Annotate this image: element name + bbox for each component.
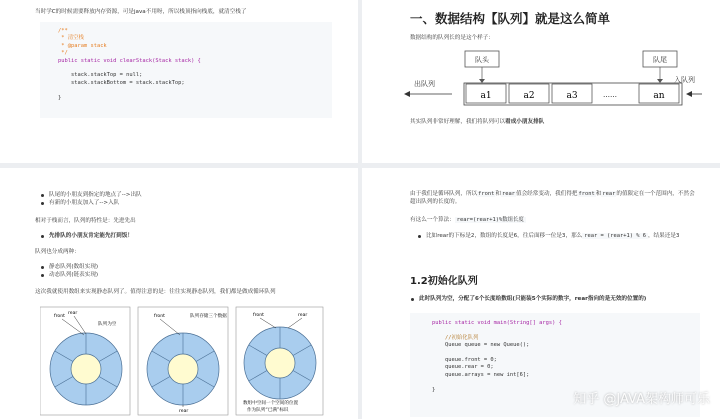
ring-diagram <box>244 327 316 399</box>
section-heading: 1.2初始化队列 <box>410 276 478 287</box>
list-item: 有新的小朋友加入了-->入队 <box>40 199 142 207</box>
bullet-list-1 <box>40 191 142 207</box>
queue-diagram <box>402 48 712 114</box>
head-label: 队头 <box>475 56 489 64</box>
list-item: 先排队的小朋友肯定能先打到饭！ <box>40 232 133 240</box>
paragraph: 队列也分成两种： <box>35 249 80 255</box>
rear-label: rear <box>179 409 189 414</box>
code-comment: * @param stack <box>58 42 107 49</box>
bullet-list-bold <box>40 232 133 240</box>
tail-label: 队尾 <box>653 56 667 64</box>
code-comment: * 清空栈 <box>58 35 84 42</box>
cell-label: an <box>653 91 665 101</box>
document-page-3 <box>0 168 358 419</box>
document-page-4 <box>362 168 720 419</box>
code-comment: /** <box>58 28 68 34</box>
code-line: queue.arrays = new int[6]; <box>432 371 530 378</box>
list-item: 动态队列(链表实现) <box>40 271 98 279</box>
code-line: stack.stackBottom = stack.stackTop; <box>58 79 185 86</box>
bullet-list-2 <box>40 263 98 279</box>
bullet-list-2 <box>410 295 700 303</box>
code-signature: public static void main(String[] args) { <box>432 320 562 326</box>
code-line: queue.rear = 0; <box>432 364 494 371</box>
code-line: queue.front = 0; <box>432 357 497 364</box>
cell-label: a2 <box>523 91 535 101</box>
paragraph: 由于我们是循环队列，所以front和rear值会经常变动，我们得把front和rear的值限定在一个范围内，不然会超出队列的长度的。 <box>410 191 695 206</box>
figure-caption: 队列存储三个数据 <box>190 314 227 319</box>
bullet-list <box>417 232 697 240</box>
cell-ellipsis: …… <box>603 91 617 99</box>
figure-caption: 队列为空 <box>98 322 117 327</box>
intro-text: 当时学C的时候需要释放内存资源，可是java不用呀，所以栈顶指向栈底，就清空栈了 <box>35 9 247 15</box>
paragraph: 相对于栈而言，队列的特性是：先进先出 <box>35 218 136 224</box>
list-item: 静态队列(数组实现) <box>40 263 98 271</box>
cell-label: a1 <box>480 91 492 101</box>
paragraph: 这次我就使用数组来实现静态队列了。值得注意的是：往往实现静态队列，我们都是做成循环队列 <box>35 289 276 295</box>
document-page-1 <box>0 0 358 163</box>
paragraph: 有这么一个算法： rear=(rear+1)%数组长度 <box>410 217 524 223</box>
rear-label: rear <box>68 311 78 316</box>
footer-text: 其实队列非常好理解，我们将队列可以看成小朋友排队 <box>410 119 545 125</box>
code-close: } <box>432 386 436 393</box>
front-label: front <box>54 314 65 319</box>
watermark: 知乎 @JAVA架构师可乐 <box>573 392 710 407</box>
code-line: stack.stackTop = null; <box>58 72 143 79</box>
ring-diagram <box>147 333 219 405</box>
in-label: 入队列 <box>674 76 695 84</box>
circular-queue-figures <box>40 305 325 417</box>
code-comment: //初始化队列 <box>432 334 479 341</box>
code-close: } <box>58 94 62 101</box>
document-page-2 <box>362 0 720 163</box>
code-signature: public static void clearStack(Stack stack) { <box>58 57 201 64</box>
list-item: 此时队列为空，分配了6个长度给数组(只能装5个实际的数字，rear指向的是无效的位置的) <box>410 295 700 303</box>
list-item: 比如rear的下标是2，数组的长度是6，往后面移一位是3，那么 rear = (rear+1) % 6 ，结果还是3 <box>417 232 697 240</box>
code-block <box>40 22 332 118</box>
code-line: Queue queue = new Queue(); <box>432 342 530 349</box>
front-label: front <box>154 314 165 319</box>
rear-label: rear <box>298 313 308 318</box>
code-comment: */ <box>58 50 68 57</box>
page-title: 一、数据结构【队列】就是这么简单 <box>410 11 611 26</box>
cell-label: a3 <box>566 91 578 101</box>
ring-diagram <box>50 333 122 405</box>
out-label: 出队列 <box>414 80 435 88</box>
front-label: front <box>253 313 264 318</box>
caption-text: 数据结构的队列长的是这个样子： <box>410 35 494 41</box>
figure-note: 数组中空间一个空间的位置 <box>243 401 299 406</box>
figure-note: 作为队列“已满”标识 <box>247 408 289 413</box>
list-item: 队尾的小朋友到指定的地点了-->出队 <box>40 191 142 199</box>
